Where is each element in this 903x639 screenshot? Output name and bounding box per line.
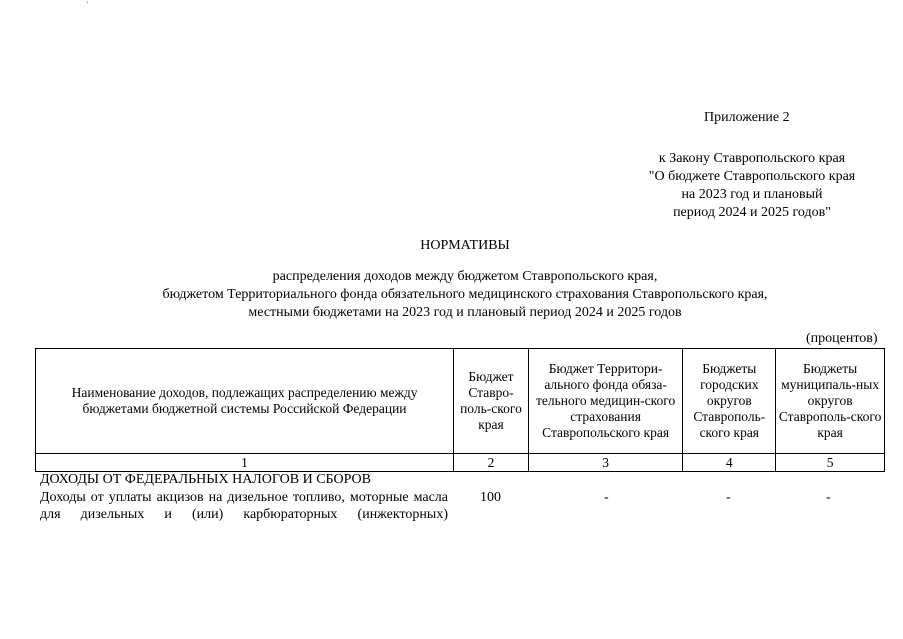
appendix-line: "О бюджете Ставропольского края bbox=[648, 169, 856, 184]
norms-table bbox=[35, 348, 885, 472]
income-row-name: Доходы от уплаты акцизов на дизельное топливо, моторные масла для дизельных и (или) карбюраторных (инжекторных) bbox=[40, 490, 448, 522]
document-subtitle-line: бюджетом Территориального фонда обязательного медицинского страхования Ставропольского края, bbox=[162, 287, 768, 302]
document-title: НОРМАТИВЫ bbox=[420, 238, 510, 253]
appendix-line: период 2024 и 2025 годов" bbox=[673, 205, 831, 220]
column-number: 3 bbox=[528, 454, 683, 472]
column-number: 1 bbox=[36, 454, 454, 472]
header-city-districts-budget: Бюджеты городских округов Ставрополь-ского края bbox=[683, 349, 776, 454]
header-municipal-districts-budget: Бюджеты муниципаль-ных округов Ставрополь-ского края bbox=[776, 349, 885, 454]
table-header-row bbox=[36, 349, 885, 454]
header-medical-fund-budget: Бюджет Территори-ального фонда обяза-тельного медицин-ского страхования Ставропольского края bbox=[528, 349, 683, 454]
header-income-name: Наименование доходов, подлежащих распределению между бюджетами бюджетной системы Российской Федерации bbox=[36, 349, 454, 454]
income-row-value-municipal-districts: - bbox=[826, 490, 831, 505]
column-number: 4 bbox=[683, 454, 776, 472]
unit-note: (процентов) bbox=[806, 331, 878, 346]
column-number: 2 bbox=[454, 454, 529, 472]
document-subtitle-line: распределения доходов между бюджетом Ставропольского края, bbox=[272, 269, 658, 284]
appendix-line: к Закону Ставропольского края bbox=[658, 151, 846, 166]
section-heading: ДОХОДЫ ОТ ФЕДЕРАЛЬНЫХ НАЛОГОВ И СБОРОВ bbox=[40, 472, 372, 487]
document-subtitle-line: местными бюджетами на 2023 год и плановый период 2024 и 2025 годов bbox=[248, 305, 682, 320]
column-number-row bbox=[36, 454, 885, 472]
income-row-value-medical-fund: - bbox=[604, 490, 609, 505]
column-number: 5 bbox=[776, 454, 885, 472]
income-row-value-regional: 100 bbox=[480, 490, 501, 505]
appendix-title: Приложение 2 bbox=[704, 110, 790, 125]
income-row-value-city-districts: - bbox=[726, 490, 731, 505]
scan-mark: ' bbox=[87, 0, 89, 9]
header-regional-budget: Бюджет Ставро-поль-ского края bbox=[454, 349, 529, 454]
appendix-line: на 2023 год и плановый bbox=[681, 187, 823, 202]
